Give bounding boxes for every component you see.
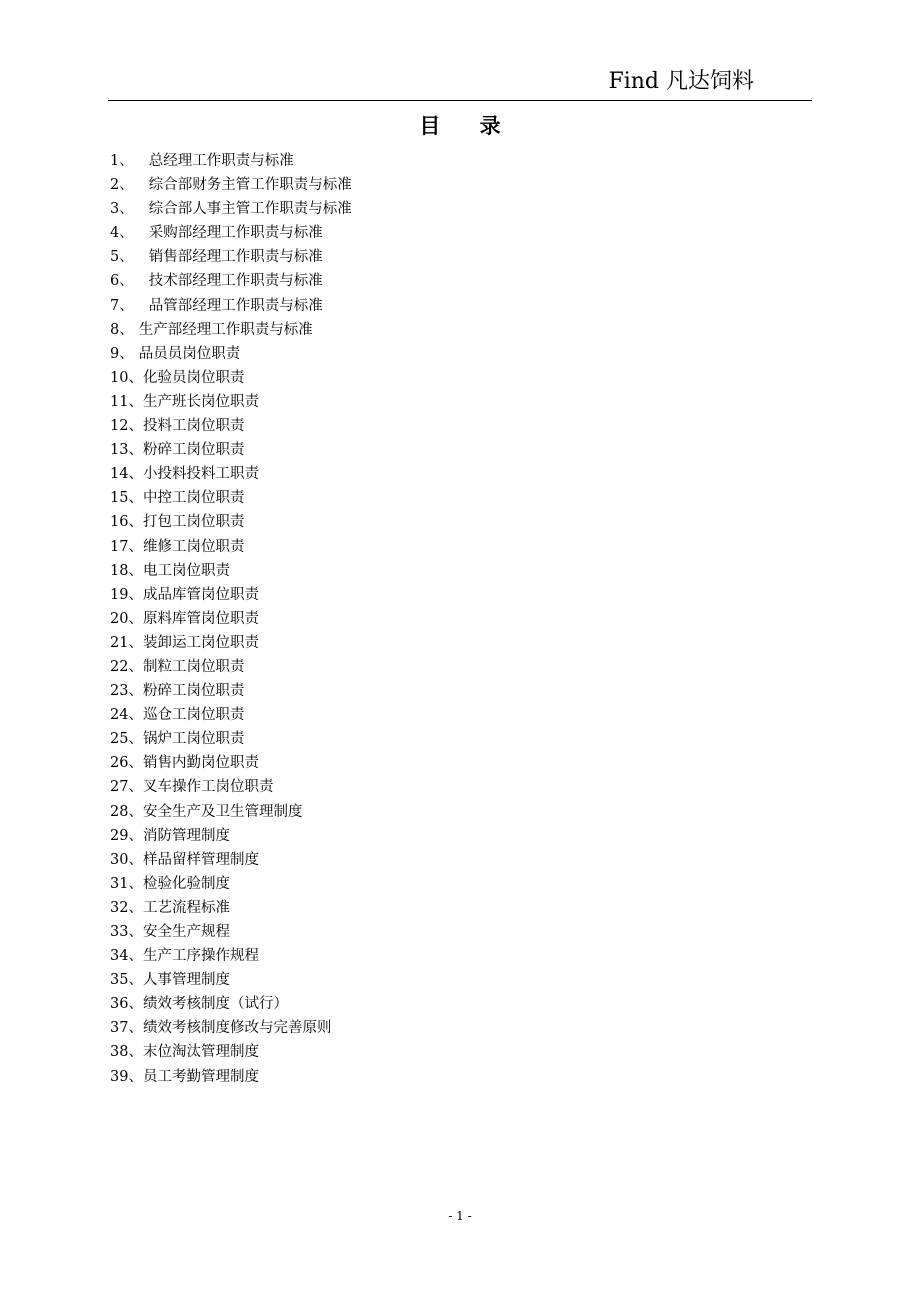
toc-entry-title: 检验化验制度: [142, 875, 230, 892]
toc-entry-title: 销售部经理工作职责与标准: [148, 249, 323, 266]
toc-entry-number: 24、: [110, 707, 143, 724]
toc-entry-number: 25、: [110, 731, 143, 748]
toc-entry-title: 投料工岗位职责: [142, 418, 245, 435]
toc-entry: [110, 294, 352, 318]
toc-entry-title: 制粒工岗位职责: [142, 658, 245, 675]
toc-entry: [110, 775, 352, 799]
toc-entry: [110, 535, 352, 559]
toc-entry: [110, 342, 352, 366]
toc-entry: [110, 462, 352, 486]
toc-entry-title: 锅炉工岗位职责: [142, 731, 245, 748]
toc-entry-number: 12、: [110, 418, 143, 435]
toc-entry-number: 32、: [110, 899, 143, 916]
toc-entry: [110, 559, 352, 583]
toc-entry: [110, 800, 352, 824]
toc-entry-number: 16、: [110, 514, 143, 531]
toc-entry-title: 绩效考核制度修改与完善原则: [142, 1020, 332, 1037]
toc-entry-title: 样品留样管理制度: [142, 851, 259, 868]
toc-entry: [110, 607, 352, 631]
toc-entry-title: 粉碎工岗位职责: [142, 442, 245, 459]
toc-entry: [110, 269, 352, 293]
toc-entry-number: 27、: [110, 779, 143, 796]
toc-entry-number: 17、: [110, 538, 143, 555]
toc-entry: [110, 848, 352, 872]
toc-entry-number: 18、: [110, 562, 143, 579]
toc-entry-title: 末位淘汰管理制度: [142, 1044, 259, 1061]
toc-entry-number: 5、: [110, 249, 134, 266]
toc-entry: [110, 510, 352, 534]
toc-entry-number: 39、: [110, 1068, 143, 1085]
toc-entry-number: 23、: [110, 683, 143, 700]
toc-entry-title: 原料库管岗位职责: [142, 610, 259, 627]
toc-entry-number: 33、: [110, 924, 143, 940]
toc-entry: [110, 944, 352, 968]
page-header: [108, 64, 812, 101]
toc-entry: [110, 486, 352, 510]
toc-entry: [110, 221, 352, 245]
toc-entry-number: 9、: [110, 345, 134, 362]
page-title: 目 录: [419, 114, 517, 138]
toc-entry: [110, 896, 352, 920]
toc-entry: [110, 438, 352, 462]
toc-entry: [110, 197, 352, 221]
toc-entry-number: 14、: [110, 466, 143, 483]
toc-entry-number: 13、: [110, 442, 143, 459]
toc-entry-title: 总经理工作职责与标准: [148, 153, 294, 169]
toc-entry-title: 品员员岗位职责: [138, 345, 241, 362]
toc-entry-title: 销售内勤岗位职责: [142, 755, 259, 772]
toc-entry-title: 生产工序操作规程: [142, 948, 259, 965]
toc-entry-number: 37、: [110, 1020, 143, 1037]
toc-entry-title: 中控工岗位职责: [142, 490, 245, 507]
toc-entry: [110, 992, 352, 1016]
toc-entry-number: 22、: [110, 658, 143, 675]
toc-entry-title: 生产部经理工作职责与标准: [138, 321, 313, 338]
toc-entry-number: 10、: [110, 369, 143, 386]
toc-entry-title: 品管部经理工作职责与标准: [148, 297, 323, 314]
toc-entry: [110, 968, 352, 992]
toc-entry: [110, 149, 352, 173]
toc-entry-title: 安全生产及卫生管理制度: [142, 803, 303, 820]
toc-entry-title: 巡仓工岗位职责: [142, 707, 245, 724]
toc-entry: [110, 679, 352, 703]
toc-entry-number: 4、: [110, 225, 134, 242]
toc-entry-number: 1、: [110, 153, 134, 169]
toc-entry-title: 工艺流程标准: [142, 899, 230, 916]
toc-entry: [110, 655, 352, 679]
toc-entry: [110, 318, 352, 342]
toc-entry-number: 20、: [110, 610, 143, 627]
toc-entry-number: 28、: [110, 803, 143, 820]
toc-entry: [110, 824, 352, 848]
toc-entry-title: 装卸运工岗位职责: [142, 634, 259, 651]
toc-entry-number: 30、: [110, 851, 143, 868]
toc-entry: [110, 751, 352, 775]
toc-entry-title: 综合部人事主管工作职责与标准: [148, 201, 352, 218]
toc-entry-number: 36、: [110, 996, 143, 1013]
toc-entry: [110, 414, 352, 438]
toc-entry: [110, 173, 352, 197]
toc-entry-number: 6、: [110, 273, 134, 290]
header-brand: Find 凡达饲料: [608, 69, 754, 94]
toc-entry-number: 2、: [110, 177, 134, 194]
toc-entry-number: 3、: [110, 201, 134, 218]
toc-entry: [110, 1016, 352, 1040]
toc-entry-title: 绩效考核制度（试行）: [142, 996, 288, 1013]
toc-entry-title: 生产班长岗位职责: [142, 393, 259, 410]
toc-entry-number: 38、: [110, 1044, 143, 1061]
toc-entry-title: 技术部经理工作职责与标准: [148, 273, 323, 290]
toc-entry-number: 8、: [110, 321, 134, 338]
toc-entry-title: 安全生产规程: [142, 924, 230, 940]
toc-entry-title: 电工岗位职责: [142, 562, 230, 579]
toc-entry: [110, 583, 352, 607]
toc-entry: [110, 1040, 352, 1064]
toc-entry-title: 人事管理制度: [142, 972, 230, 989]
table-of-contents: [110, 149, 352, 1089]
toc-entry-title: 采购部经理工作职责与标准: [148, 225, 323, 242]
toc-entry-number: 19、: [110, 586, 143, 603]
toc-entry-title: 消防管理制度: [142, 827, 230, 844]
toc-entry-number: 7、: [110, 297, 134, 314]
toc-entry-title: 综合部财务主管工作职责与标准: [148, 177, 352, 194]
toc-entry: [110, 703, 352, 727]
toc-entry-number: 26、: [110, 755, 143, 772]
toc-entry: [110, 727, 352, 751]
toc-entry: [110, 390, 352, 414]
toc-entry: [110, 920, 352, 944]
toc-entry-title: 叉车操作工岗位职责: [142, 779, 274, 796]
toc-entry: [110, 366, 352, 390]
toc-entry: [110, 245, 352, 269]
toc-entry-number: 21、: [110, 634, 143, 651]
page-number: - 1 -: [448, 1209, 472, 1223]
toc-entry-number: 11、: [110, 393, 143, 410]
toc-entry: [110, 631, 352, 655]
toc-entry-title: 成品库管岗位职责: [142, 586, 259, 603]
toc-entry-number: 31、: [110, 875, 143, 892]
toc-entry-number: 29、: [110, 827, 143, 844]
toc-entry-number: 35、: [110, 972, 143, 989]
toc-entry-number: 15、: [110, 490, 143, 507]
toc-entry-title: 粉碎工岗位职责: [142, 683, 245, 700]
toc-entry-title: 化验员岗位职责: [142, 369, 245, 386]
toc-entry-title: 小投料投料工职责: [142, 466, 259, 483]
toc-entry-title: 打包工岗位职责: [142, 514, 245, 531]
toc-entry: [110, 1065, 352, 1089]
toc-entry-title: 员工考勤管理制度: [142, 1068, 259, 1085]
toc-entry-number: 34、: [110, 948, 143, 965]
toc-entry: [110, 872, 352, 896]
toc-entry-title: 维修工岗位职责: [142, 538, 245, 555]
